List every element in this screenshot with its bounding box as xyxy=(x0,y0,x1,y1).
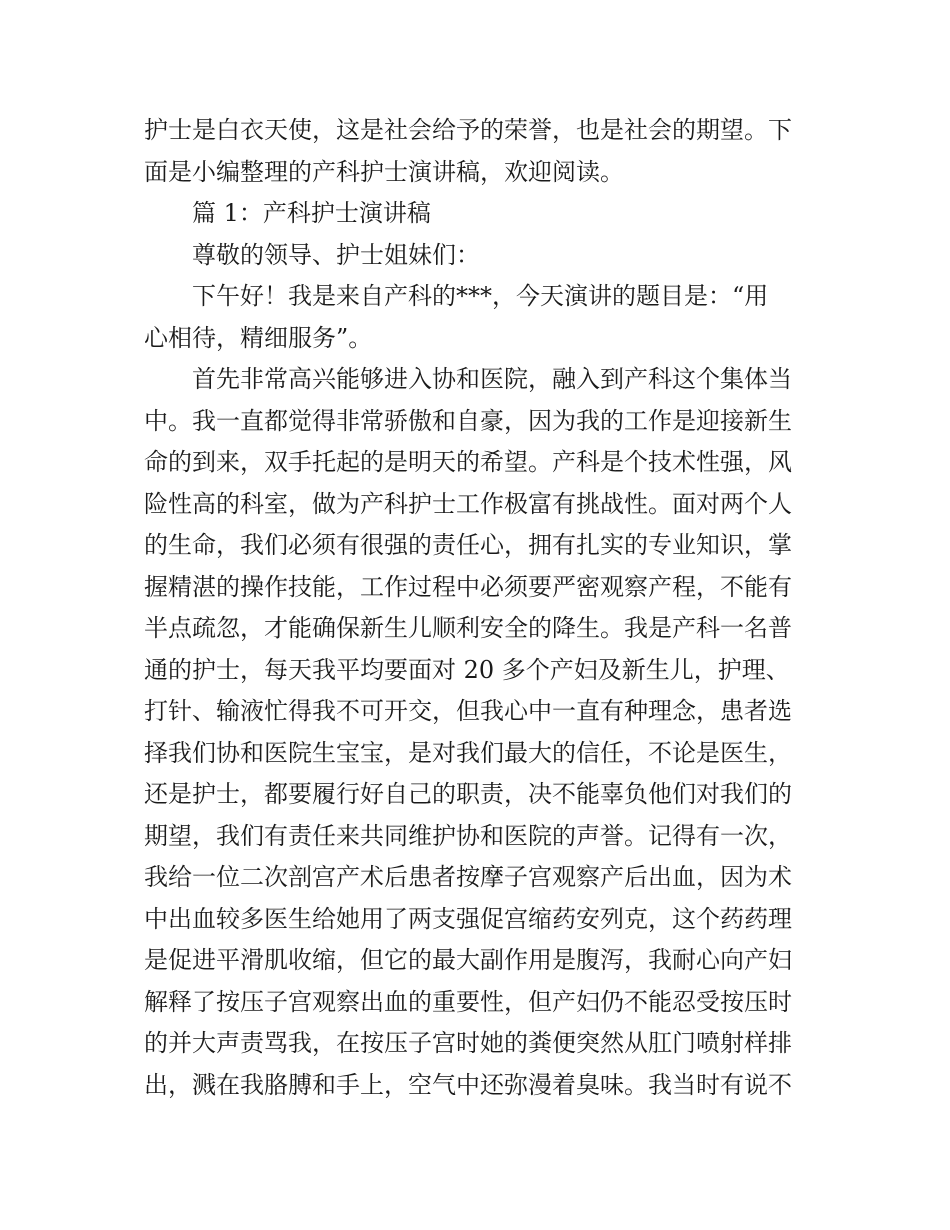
text-line: 期望，我们有责任来共同维护协和医院的声誉。记得有一次， xyxy=(144,821,792,850)
text-line: 还是护士，都要履行好自己的职责，决不能辜负他们对我们的 xyxy=(144,780,792,808)
text-line: 面是小编整理的产科护士演讲稿，欢迎阅读。 xyxy=(144,157,624,186)
text-line: 下午好！我是来自产科的***，今天演讲的题目是：“用 xyxy=(192,282,769,310)
text-line: 中出血较多医生给她用了两支强促宫缩药安列克，这个药药理 xyxy=(144,904,792,933)
text-line: 命的到来，双手托起的是明天的希望。产科是个技术性强，风 xyxy=(144,448,792,476)
text-line: 中。我一直都觉得非常骄傲和自豪，因为我的工作是迎接新生 xyxy=(144,406,792,435)
section-heading: 篇 1：产科护士演讲稿 xyxy=(192,199,431,227)
text-line: 半点疏忽，才能确保新生儿顺利安全的降生。我是产科一名普 xyxy=(144,614,792,642)
text-line: 护士是白衣天使，这是社会给予的荣誉，也是社会的期望。下 xyxy=(144,116,792,144)
text-line: 我给一位二次剖宫产术后患者按摩子宫观察产后出血，因为术 xyxy=(144,863,792,891)
text-line: 解释了按压子宫观察出血的重要性，但产妇仍不能忍受按压时 xyxy=(144,987,792,1016)
text-line: 的生命，我们必须有很强的责任心，拥有扎实的专业知识，掌 xyxy=(144,531,792,559)
text-line: 择我们协和医院生宝宝，是对我们最大的信任，不论是医生， xyxy=(144,738,792,767)
text-line: 险性高的科室，做为产科护士工作极富有挑战性。面对两个人 xyxy=(144,489,792,518)
text-line: 是促进平滑肌收缩，但它的最大副作用是腹泻，我耐心向产妇 xyxy=(144,946,792,974)
text-line: 握精湛的操作技能，工作过程中必须要严密观察产程，不能有 xyxy=(144,572,792,601)
text-line: 打针、输液忙得我不可开交，但我心中一直有种理念，患者选 xyxy=(144,697,792,725)
text-line: 通的护士，每天我平均要面对 20 多个产妇及新生儿，护理、 xyxy=(144,655,790,684)
text-line: 出，溅在我胳膊和手上，空气中还弥漫着臭味。我当时有说不 xyxy=(144,1070,792,1099)
text-line: 心相待，精细服务”。 xyxy=(144,323,373,352)
text-line: 的并大声责骂我，在按压子宫时她的粪便突然从肛门喷射样排 xyxy=(144,1029,792,1057)
text-line: 首先非常高兴能够进入协和医院，融入到产科这个集体当 xyxy=(192,365,792,393)
salutation: 尊敬的领导、护士姐妹们： xyxy=(192,240,480,269)
article-body xyxy=(144,110,812,1106)
